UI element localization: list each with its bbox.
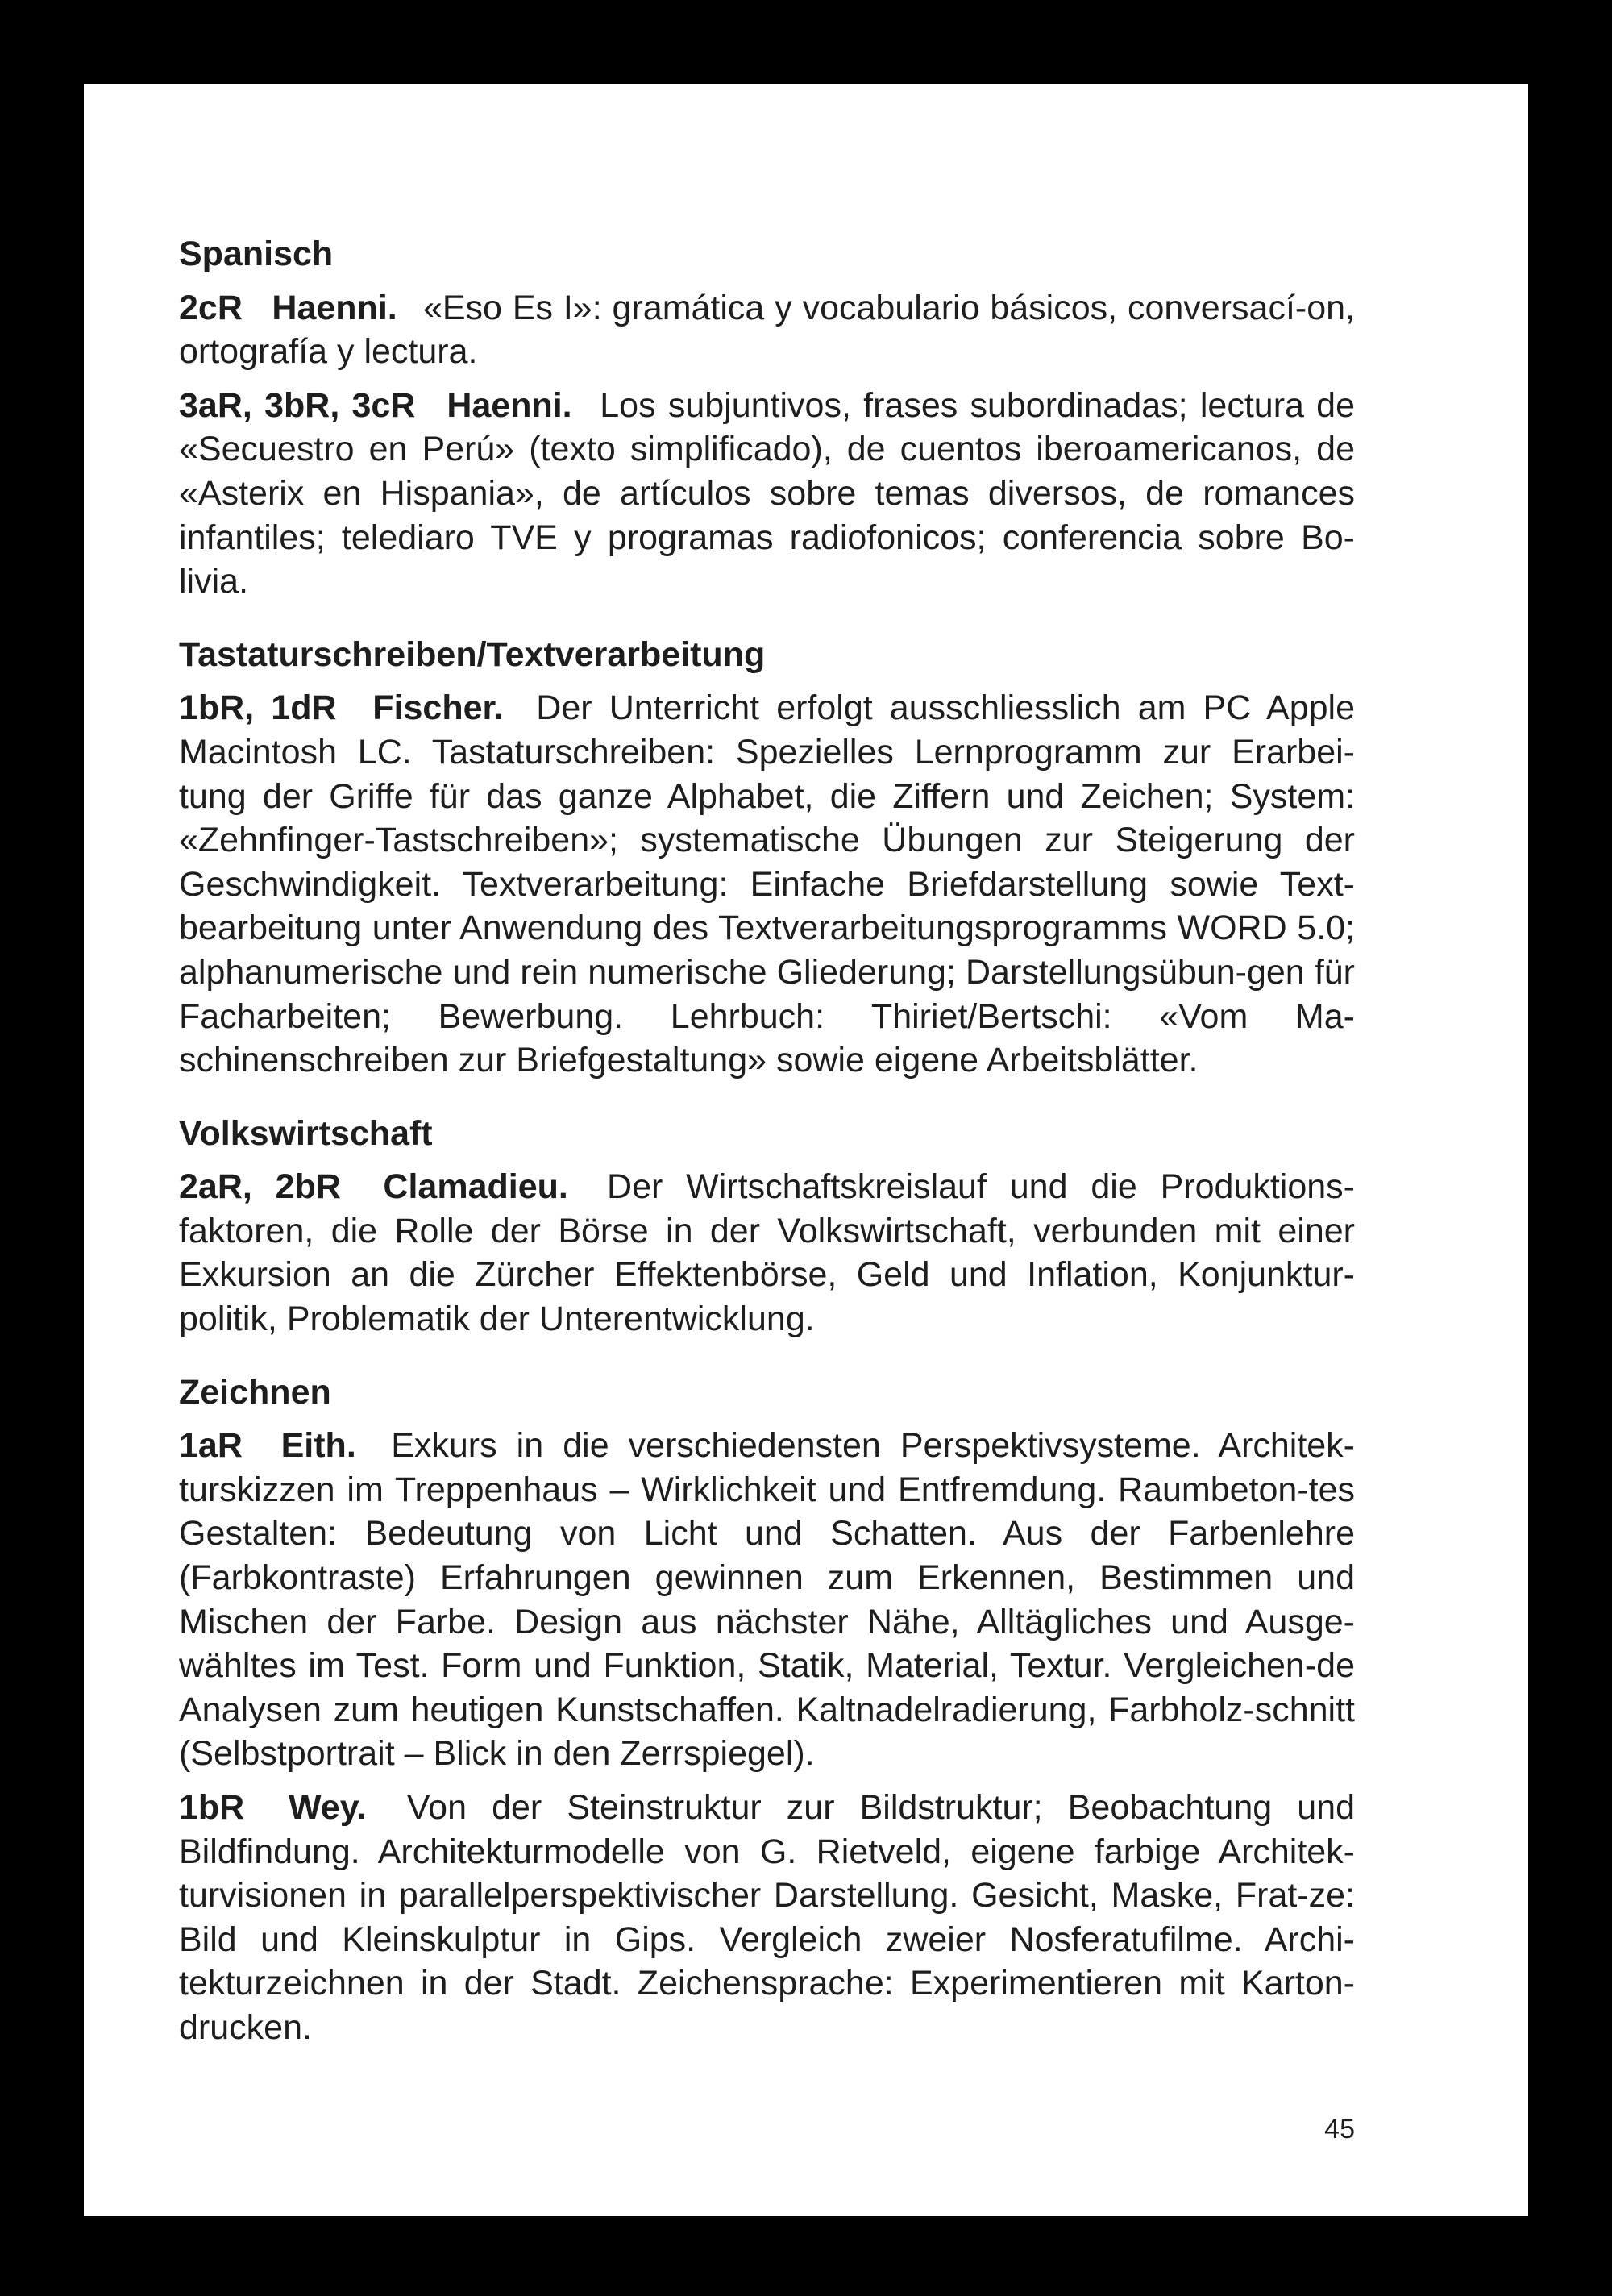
course-entry <box>179 384 1355 604</box>
class-label: 2aR, 2bR <box>179 1167 341 1207</box>
course-entry <box>179 1786 1355 2050</box>
section-zeichnen <box>179 1371 1355 2050</box>
course-entry <box>179 686 1355 1082</box>
teacher-name: Wey. <box>288 1788 367 1827</box>
teacher-name: Clamadieu. <box>383 1167 568 1207</box>
section-spanisch <box>179 232 1355 604</box>
course-entry <box>179 1424 1355 1776</box>
class-label: 2cR <box>179 288 243 327</box>
teacher-name: Haenni. <box>447 385 572 425</box>
class-label: 1aR <box>179 1426 243 1466</box>
section-title: Volkswirtschaft <box>179 1113 433 1153</box>
course-entry <box>179 286 1355 374</box>
course-description: Von der Steinstruktur zur Bildstruktur; Beobachtung und Bildfindung. Architekturmodelle von G. Rietveld, eigene farbige Architek-turvisionen in parallelperspektivischer Darstellung. Gesicht, Maske, Frat-ze: Bild und Kleinskulptur in Gips. Vergleich zweier Nosferatufilme. Archi-tekturzeichnen in der Stadt. Zeichensprache: Experimentieren mit Karton-drucken. <box>179 1788 1356 2047</box>
class-label: 1bR <box>179 1788 245 1827</box>
section-title: Zeichnen <box>179 1372 331 1412</box>
section-title: Spanisch <box>179 235 334 273</box>
course-description: Los subjuntivos, frases subordinadas; lectura de «Secuestro en Perú» (texto simplificado), de cuentos iberoamericanos, de «Asterix en Hispania», de artículos sobre temas diversos, de romances infantiles; telediaro TVE y programas radiofonicos; conferencia sobre Bo-livia. <box>179 385 1356 601</box>
teacher-name: Eith. <box>280 1426 356 1466</box>
course-description: Exkurs in die verschiedensten Perspektivsysteme. Architek-turskizzen im Treppenhaus – Wirklichkeit und Entfremdung. Raumbeton-tes Gestalten: Bedeutung von Licht und Schatten. Aus der Farbenlehre (Farbkontraste) Erfahrungen gewinnen zum Erkennen, Bestimmen und Mischen der Farbe. Design aus nächster Nähe, Alltägliches und Ausge-wähltes im Test. Form und Funktion, Statik, Material, Textur. Vergleichen-de Analysen zum heutigen Kunstschaffen. Kaltnadelradierung, Farbholz-schnitt (Selbstportrait – Blick in den Zerrspiegel). <box>179 1426 1356 1774</box>
page-content <box>179 232 1355 2079</box>
course-description: Der Unterricht erfolgt ausschliesslich am PC Apple Macintosh LC. Tastaturschreiben: Spezielles Lernprogramm zur Erarbei-tung der Griffe für das ganze Alphabet, die Ziffern und Zeichen; System: «Zehnfinger-Tastschreiben»; systematische Übungen zur Steigerung der Geschwindigkeit. Textverarbeitung: Einfache Briefdarstellung sowie Text-bearbeitung unter Anwendung des Textverarbeitungsprogramms WORD 5.0; alphanumerische und rein numerische Gliederung; Darstellungsübun-gen für Facharbeiten; Bewerbung. Lehrbuch: Thiriet/Bertschi: «Vom Ma-schinenschreiben zur Briefgestaltung» sowie eigene Arbeitsblätter. <box>179 688 1356 1080</box>
course-entry <box>179 1165 1355 1341</box>
course-description: «Eso Es I»: gramática y vocabulario básicos, conversací-on, ortografía y lectura. <box>179 288 1355 372</box>
section-title: Tastaturschreiben/Textverarbeitung <box>179 634 766 674</box>
course-description: Der Wirtschaftskreislauf und die Produktions-faktoren, die Rolle der Börse in der Volkswirtschaft, verbunden mit einer Exkursion an die Zürcher Effektenbörse, Geld und Inflation, Konjunktur-politik, Problematik der Unterentwicklung. <box>179 1167 1355 1339</box>
teacher-name: Haenni. <box>272 288 397 327</box>
section-tastaturschreiben <box>179 633 1355 1083</box>
class-label: 1bR, 1dR <box>179 688 337 728</box>
document-page <box>84 84 1528 2216</box>
page-number: 45 <box>1324 2114 1355 2144</box>
class-label: 3aR, 3bR, 3cR <box>179 385 416 425</box>
teacher-name: Fischer. <box>372 688 504 728</box>
section-volkswirtschaft <box>179 1112 1355 1341</box>
